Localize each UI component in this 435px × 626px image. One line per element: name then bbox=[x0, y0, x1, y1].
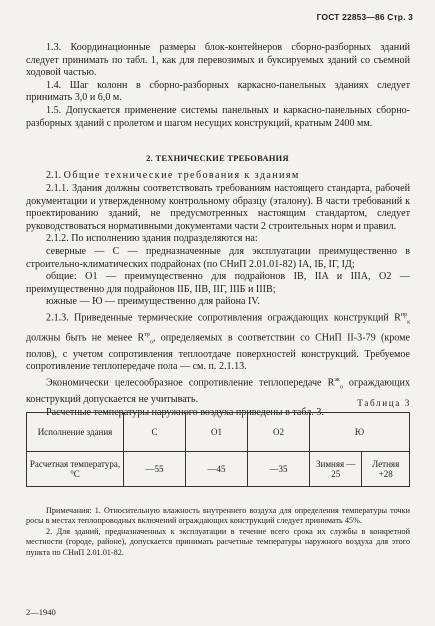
subsection-heading bbox=[46, 170, 300, 181]
clause-1-5: 1.5. Допускается применение системы панельных и каркасно-панельных сборно-разборных зданий с пролетом и шагом несущих конструкций, кратным 2400 мм. bbox=[26, 104, 410, 129]
cell-c: —55 bbox=[124, 452, 186, 487]
note-1: Примечания: 1. Относительную влажность внутреннего воздуха для определения температуры точки росы в местах теплопроводных включений ограждающих конструкций следует принимать 45%. bbox=[26, 506, 410, 526]
clause-north: северные — С — предназначенные для эксплуатации преимущественно в строительно-климатических подрайонах (по СНиП 2.01.01-82) IA, IБ, IГ, IД; bbox=[26, 245, 410, 270]
clause-2-1-3-part-b: должны быть не менее R bbox=[26, 332, 145, 344]
clause-2-1-3 bbox=[26, 309, 410, 374]
page-footer: 2—1940 bbox=[26, 607, 56, 617]
r-ek-sup: эк bbox=[334, 377, 340, 384]
cell-o1: —45 bbox=[186, 452, 248, 487]
clause-general: общие: O1 — преимущественно для подрайонов IB, IIA и IIIA, O2 — преимущественно для подрайонов IIБ, IIВ, IIГ, IIIБ и IIIВ; bbox=[26, 271, 410, 295]
header-o1: О1 bbox=[186, 413, 248, 452]
cell-yu-winter: Зимняя —25 bbox=[310, 452, 362, 487]
clause-design-temp: Расчетные температуры наружного воздуха приведены в табл. 3. bbox=[46, 406, 324, 418]
table-caption: Таблица 3 bbox=[357, 398, 411, 408]
note-2: 2. Для зданий, предназначенных к эксплуатации в течение всего срока их службы в конкретной местности (городе, районе), допускается принимать расчетные температуры наружного воздуха для этого пункта по СНиП 2.01.01-82. bbox=[26, 526, 410, 557]
subsection-number: 2.1. bbox=[46, 170, 62, 181]
clause-1-3: 1.3. Координационные размеры блок-контейнеров сборно-разборных зданий следует принимать по табл. 1, как для перевозимых и буксируемых зданий со съемной ходовой частью. bbox=[26, 42, 410, 79]
clause-2-1-1: 2.1.1. Здания должны соответствовать требованиям настоящего стандарта, рабочей документации и утвержденному контрольному образцу (эталону). В части требований к проектированию зданий, не предусмотренных настоящим стандартом, следует руководствоваться нормативными документами части 2 строительных норм и правил. bbox=[26, 183, 410, 232]
section-title: 2. ТЕХНИЧЕСКИЕ ТРЕБОВАНИЯ bbox=[146, 154, 289, 163]
clause-2-1-3-part-c: , определяемых в соответствии со СНиП II-3-79 (кроме полов), с учетом сопротивления теплоотдаче поверхностей конструкций. Требуемое сопротивление теплопередаче пола — см. п. 2.1.13. bbox=[26, 332, 410, 373]
notes bbox=[26, 506, 410, 558]
cell-yu-summer: Летняя +28 bbox=[362, 452, 410, 487]
r-tr-sup: тр bbox=[144, 331, 150, 338]
clause-south: южные — Ю — преимущественно для района IV. bbox=[46, 296, 260, 308]
clause-1-4: 1.4. Шаг колонн в сборно-разборных каркасно-панельных зданиях следует принимать 3,0 и 6,0 м. bbox=[26, 79, 410, 104]
r-pr-sub: к bbox=[407, 319, 410, 326]
clauses-2-1-1-to-2-1-3 bbox=[26, 183, 410, 419]
header-yu: Ю bbox=[310, 413, 410, 452]
clause-economic bbox=[26, 374, 410, 407]
header-version: Исполнение здания bbox=[27, 413, 124, 452]
r-pr-sup: пр bbox=[400, 311, 408, 318]
r-tr-sub: о bbox=[149, 339, 153, 346]
subsection-title: Общие технические требования к зданиям bbox=[63, 170, 300, 181]
page-header: ГОСТ 22853—86 Стр. 3 bbox=[316, 12, 413, 22]
clauses-1-3-to-1-5 bbox=[26, 42, 410, 130]
clause-economic-part-a: Экономически целесообразное сопротивление теплопередаче R bbox=[46, 377, 335, 389]
cell-o2: —35 bbox=[248, 452, 310, 487]
table-row bbox=[27, 452, 410, 487]
clause-economic-part-b: ограждающих конструкций допускается не учитывать. bbox=[26, 377, 410, 406]
table-3 bbox=[26, 412, 410, 487]
header-c: С bbox=[124, 413, 186, 452]
row-label: Расчетная температура, °С bbox=[27, 452, 124, 487]
r-ek-sub: о bbox=[339, 384, 343, 391]
clause-2-1-3-part-a: 2.1.3. Приведенные термические сопротивления ограждающих конструкций R bbox=[46, 312, 401, 324]
table-header-row bbox=[27, 413, 410, 452]
clause-2-1-2: 2.1.2. По исполнению здания подразделяются на: bbox=[46, 233, 258, 245]
header-o2: О2 bbox=[248, 413, 310, 452]
